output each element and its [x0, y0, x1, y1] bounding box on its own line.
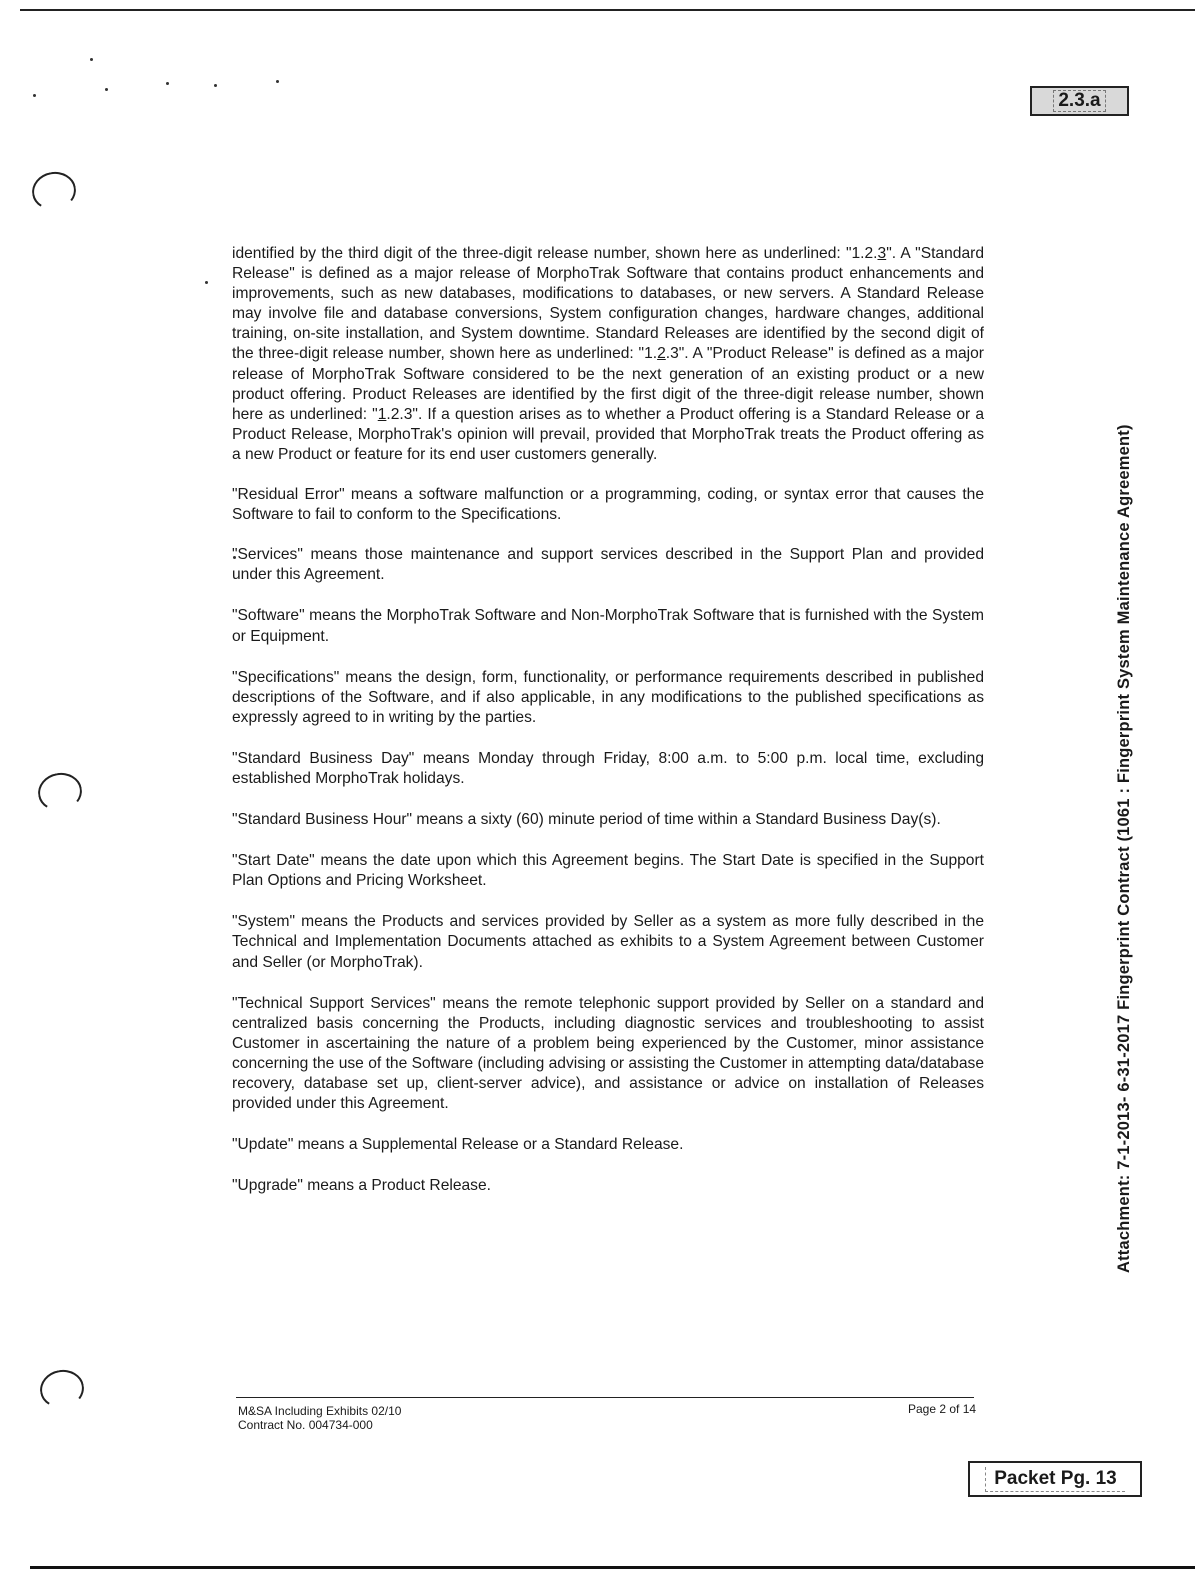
footer-page-number: Page 2 of 14 [908, 1402, 977, 1416]
document-body [232, 244, 984, 1217]
footer-divider [236, 1397, 974, 1398]
text-run: identified by the third digit of the three-digit release number, shown here as underlined: "1.2. [232, 245, 878, 262]
top-scan-edge [20, 9, 1195, 11]
footer-contract-number: Contract No. 004734-000 [238, 1418, 373, 1432]
scan-speck [166, 82, 169, 85]
definition-standard-business-day: "Standard Business Day" means Monday through Friday, 8:00 a.m. to 5:00 p.m. local time, excluding established MorphoTrak holidays. [232, 749, 984, 787]
punch-hole [37, 1366, 87, 1411]
underlined-digit: 3 [877, 245, 887, 262]
punch-hole [29, 168, 79, 213]
text-run: .3". A "Product Release" is defined as a major release of MorphoTrak Software considered to be the next generation of an existing product or a new product offering. Product Releases are identified by the first digit of the three-digit release number, shown here as underlined: " [232, 345, 985, 423]
underlined-digit: 2 [657, 345, 666, 363]
scan-speck [214, 84, 217, 87]
text-run: ". A "Standard Release" is defined as a major release of MorphoTrak Software that contains product enhancements and improvements, such as new databases, modifications to databases, or new servers. A Standard Release may involve file and database conversions, System configuration changes, hardware changes, additional training, on-site installation, and System downtime. Standard Releases are identified by the second digit of the three-digit release number, shown here as underlined: "1. [232, 245, 984, 363]
text-run: .2.3". If a question arises as to whether a Product offering is a Standard Release or a Product Release, MorphoTrak's opinion will prevail, provided that MorphoTrak treats the Product offering as a new Product or feature for its end user customers generally. [232, 405, 985, 463]
definition-start-date: "Start Date" means the date upon which this Agreement begins. The Start Date is specified in the Support Plan Options and Pricing Worksheet. [232, 852, 984, 890]
definition-services: "Services" means those maintenance and support services described in the Support Plan and provided under this Agreement. [232, 546, 984, 584]
footer-left [238, 1404, 401, 1432]
definition-update: "Update" means a Supplemental Release or a Standard Release. [232, 1136, 684, 1154]
attachment-side-caption: Attachment: 7-1-2013- 6-31-2017 Fingerprint Contract (1061 : Fingerprint System Maintenance Agreement) [1115, 424, 1133, 1273]
bottom-scan-edge [30, 1566, 1195, 1569]
definition-upgrade: "Upgrade" means a Product Release. [232, 1177, 491, 1195]
agenda-item-label: 2.3.a [1053, 90, 1105, 112]
packet-page-stamp [968, 1461, 1142, 1497]
definition-residual-error: "Residual Error" means a software malfunction or a programming, coding, or syntax error that causes the Software to fail to conform to the Specifications. [232, 486, 984, 524]
punch-hole [35, 769, 85, 814]
scan-speck [90, 58, 93, 61]
release-definition-continuation [232, 244, 984, 465]
agenda-item-stamp [1030, 86, 1129, 116]
footer-doc-title: M&SA Including Exhibits 02/10 [238, 1404, 402, 1418]
scan-speck [205, 281, 208, 284]
definition-specifications: "Specifications" means the design, form, functionality, or performance requirements described in published descriptions of the Software, and if also applicable, in any modifications to the published specifications as expressly agreed to in writing by the parties. [232, 668, 984, 726]
scan-speck [33, 94, 36, 97]
scan-speck [105, 88, 108, 91]
scan-speck [276, 80, 279, 83]
packet-page-label: Packet Pg. 13 [985, 1467, 1125, 1492]
definition-technical-support-services: "Technical Support Services" means the remote telephonic support provided by Seller on a standard and centralized basis concerning the Products, including diagnostic services and troubleshooting to assist Customer in ascertaining the nature of a problem being experienced by the Customer, minor assistance concerning the use of the Software (including advising or assisting the Customer in attempting data/database recovery, database set up, client-server advice), and assistance or advice on installation of Releases provided under this Agreement. [232, 994, 984, 1113]
underlined-digit: 1 [377, 405, 387, 423]
definition-standard-business-hour: "Standard Business Hour" means a sixty (60) minute period of time within a Standard Business Day(s). [232, 811, 941, 829]
definition-software: "Software" means the MorphoTrak Software and Non-MorphoTrak Software that is furnished with the System or Equipment. [232, 607, 984, 645]
definition-system: "System" means the Products and services provided by Seller as a system as more fully described in the Technical and Implementation Documents attached as exhibits to a System Agreement between Customer and Seller (or MorphoTrak). [232, 913, 984, 971]
